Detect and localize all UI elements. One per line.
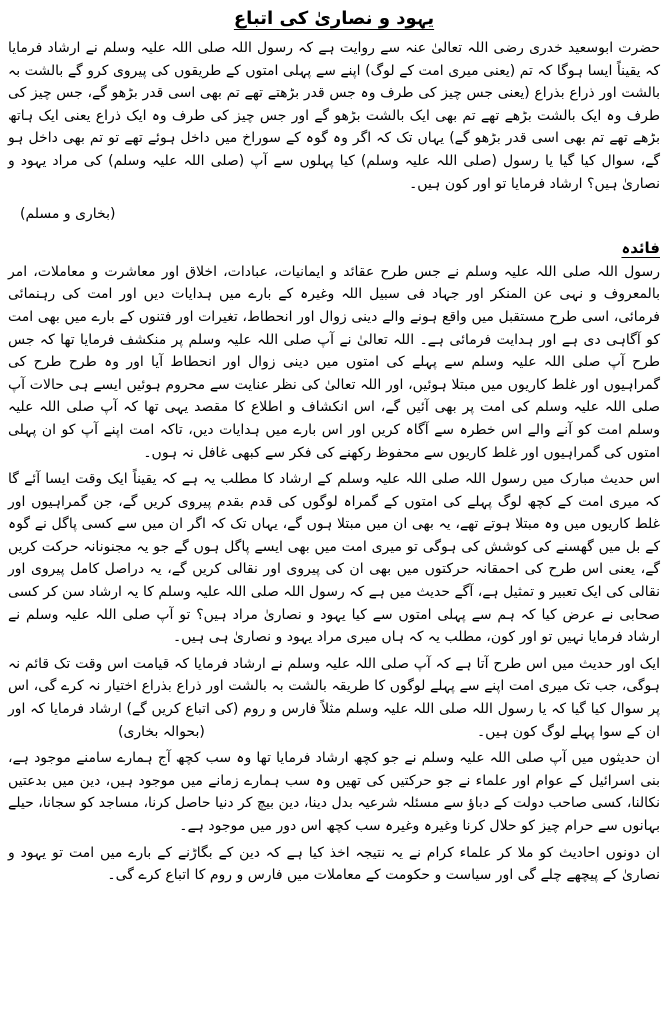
section-heading (8, 236, 660, 260)
paragraph-3-text: ایک اور حدیث میں اس طرح آتا ہے کہ آپ صلی اللہ علیہ وسلم نے ارشاد فرمایا کہ قیامت اس وقت تک قائم نہ ہوگی، جب تک میری امت اپنے سے پہلے لوگوں کا طریقہ بالشت بہ بالشت اور ذراع بذراع اختیار نہ کرے گی، اس پر سوال کیا گیا کہ یا رسول اللہ صلی اللہ علیہ وسلم مثلاً فارس و روم (کی اتباع کریں گے) ارشاد فرمایا کہ اور ان کے سوا پہلے لوگ کون ہیں۔ (8, 655, 661, 740)
page-title (8, 4, 660, 34)
paragraph-4: ان حدیثوں میں آپ صلی اللہ علیہ وسلم نے جو کچھ ارشاد فرمایا تھا وہ سب کچھ آج ہمارے سامنے موجود ہے، بنی اسرائیل کے عوام اور علماء نے جو حرکتیں کی تھیں وہ سب ہمارے زمانے میں موجود ہیں، دین میں بدعتیں نکالنا، کسی صاحب دولت کے دباؤ سے مسئلہ شرعیہ بدل دینا، دین بیچ کر دنیا حاصل کرنا، مساجد کو سجانا، حیلے بہانوں سے حرام چیز کو حلال کرنا وغیرہ وغیرہ سب کچھ اس دور میں موجود ہے۔ (8, 750, 660, 834)
hadith-reference: (بخاری و مسلم) (20, 206, 116, 223)
page-title-text: یہود و نصاریٰ کی اتباع (233, 8, 435, 29)
reference-line (8, 203, 660, 226)
hadith-text: حضرت ابوسعید خدری رضی اللہ تعالیٰ عنہ سے روایت ہے کہ رسول اللہ صلی اللہ علیہ وسلم نے ارشاد فرمایا کہ یقیناً ایسا ہوگا کہ تم (یعنی میری امت کے لوگ) اپنے سے پہلی امتوں کے طریقوں کی پیروی کرو گے بالشت بہ بالشت اور ذراع بذراع (یعنی جس چیز کی طرف وہ جس قدر بڑھتے تھے تم بھی اسی قدر بڑھو گے، جس چیز کی طرف وہ ایک بالشت بڑھے تھے تم بھی ایک بالشت بڑھو گے اور جس چیز کی طرف وہ ایک ذراع یعنی ایک ہاتھ بڑھے تھے تم بھی اسی قدر بڑھو گے) یہاں تک کہ اگر وہ گوہ کے سوراخ میں داخل ہوئے تھے تو تم بھی داخل ہو گے، سوال کیا گیا یا رسول (صلی اللہ علیہ وسلم) کیا پہلوں سے آپ (صلی اللہ علیہ وسلم) کی مراد یہود و نصاریٰ ہیں؟ ارشاد فرمایا تو اور کون ہیں۔ (8, 40, 660, 192)
citation: (بحوالہ بخاری) (118, 723, 205, 740)
paragraph-5: ان دونوں احادیث کو ملا کر علماء کرام نے یہ نتیجہ اخذ کیا ہے کہ دین کے بگاڑنے کے بارے میں امت تو یہود و نصاریٰ کے پیچھے چلے گی اور سیاست و حکومت کے معاملات میں فارس و روم کا اتباع کرے گی۔ (8, 844, 660, 884)
faida-heading: فائدہ (621, 238, 660, 257)
paragraph-2: اس حدیث مبارک میں رسول اللہ صلی اللہ علیہ وسلم کے ارشاد کا مطلب یہ ہے کہ یقیناً ایک وقت ایسا آئے گا کہ میری امت کے کچھ لوگ پہلے کی امتوں کے گمراہ لوگوں کی قدم بقدم پیروی کریں گے، جن گمراہیوں اور غلط کاریوں میں وہ مبتلا ہوتے تھے، یہ بھی ان میں مبتلا ہوں گے، یہاں تک کہ اگر ان میں سے کسی پاگل نے گوہ کے بل میں گھسنے کی کوشش کی ہوگی تو میری امت میں بھی ایسے پاگل ہوں گے جو یہ مجنونانہ حرکت کریں گے، یعنی اس طرح کی احمقانہ حرکتوں میں بھی ان کی پیروی اور نقالی کریں گے، یہ دراصل کامل پیروی اور نقالی کی ایک تعبیر و تمثیل ہے، آگے حدیث میں ہے کہ رسول اللہ صلی اللہ علیہ وسلم کا یہ ارشاد سن کر کسی صحابی نے عرض کیا کہ ہم سے پہلی امتوں سے کیا یہود و نصاریٰ مراد ہیں؟ تو آپ صلی اللہ علیہ وسلم نے ارشاد فرمایا نہیں تو اور کون، مطلب یہ کہ ہاں میری مراد یہود و نصاریٰ ہی ہیں۔ (8, 471, 660, 646)
paragraph-1: رسول اللہ صلی اللہ علیہ وسلم نے جس طرح عقائد و ایمانیات، عبادات، اخلاق اور معاشرت و معاملات، امر بالمعروف و نہی عن المنکر اور جہاد فی سبیل اللہ وغیرہ کے بارے میں ہدایات دیں اور امت کی رہنمائی فرمائی، اسی طرح مستقبل میں واقع ہونے والے دینی زوال اور انحطاط، تغیرات اور فتنوں کے بارے میں بھی امت کو آگاہی دی ہے اور ہدایت فرمائی ہے۔ اللہ تعالیٰ نے آپ صلی اللہ علیہ وسلم پر منکشف فرمایا تھا کہ جس طرح آپ صلی اللہ علیہ وسلم سے پہلے کی امتوں میں دینی زوال اور انحطاط آیا اور وہ طرح طرح کی گمراہیوں اور غلط کاریوں میں مبتلا ہوئیں، اور اللہ تعالیٰ کی نظر عنایت سے محروم ہوئیں ایسے ہی حالات آپ صلی اللہ علیہ وسلم کی امت پر بھی آئیں گے، اس انکشاف و اطلاع کا مقصد یہی تھا کہ آپ صلی اللہ علیہ وسلم امت کو آنے والے اس خطرہ سے آگاہ کریں اور اس بارے میں ہدایات دیں، تاکہ امت اپنے آپ کو ان پہلی امتوں کی گمراہیوں اور غلط کاریوں سے محفوظ رکھنے کی فکر سے کبھی غافل نہ ہوں۔ (8, 263, 660, 461)
paragraph-3 (8, 653, 660, 743)
